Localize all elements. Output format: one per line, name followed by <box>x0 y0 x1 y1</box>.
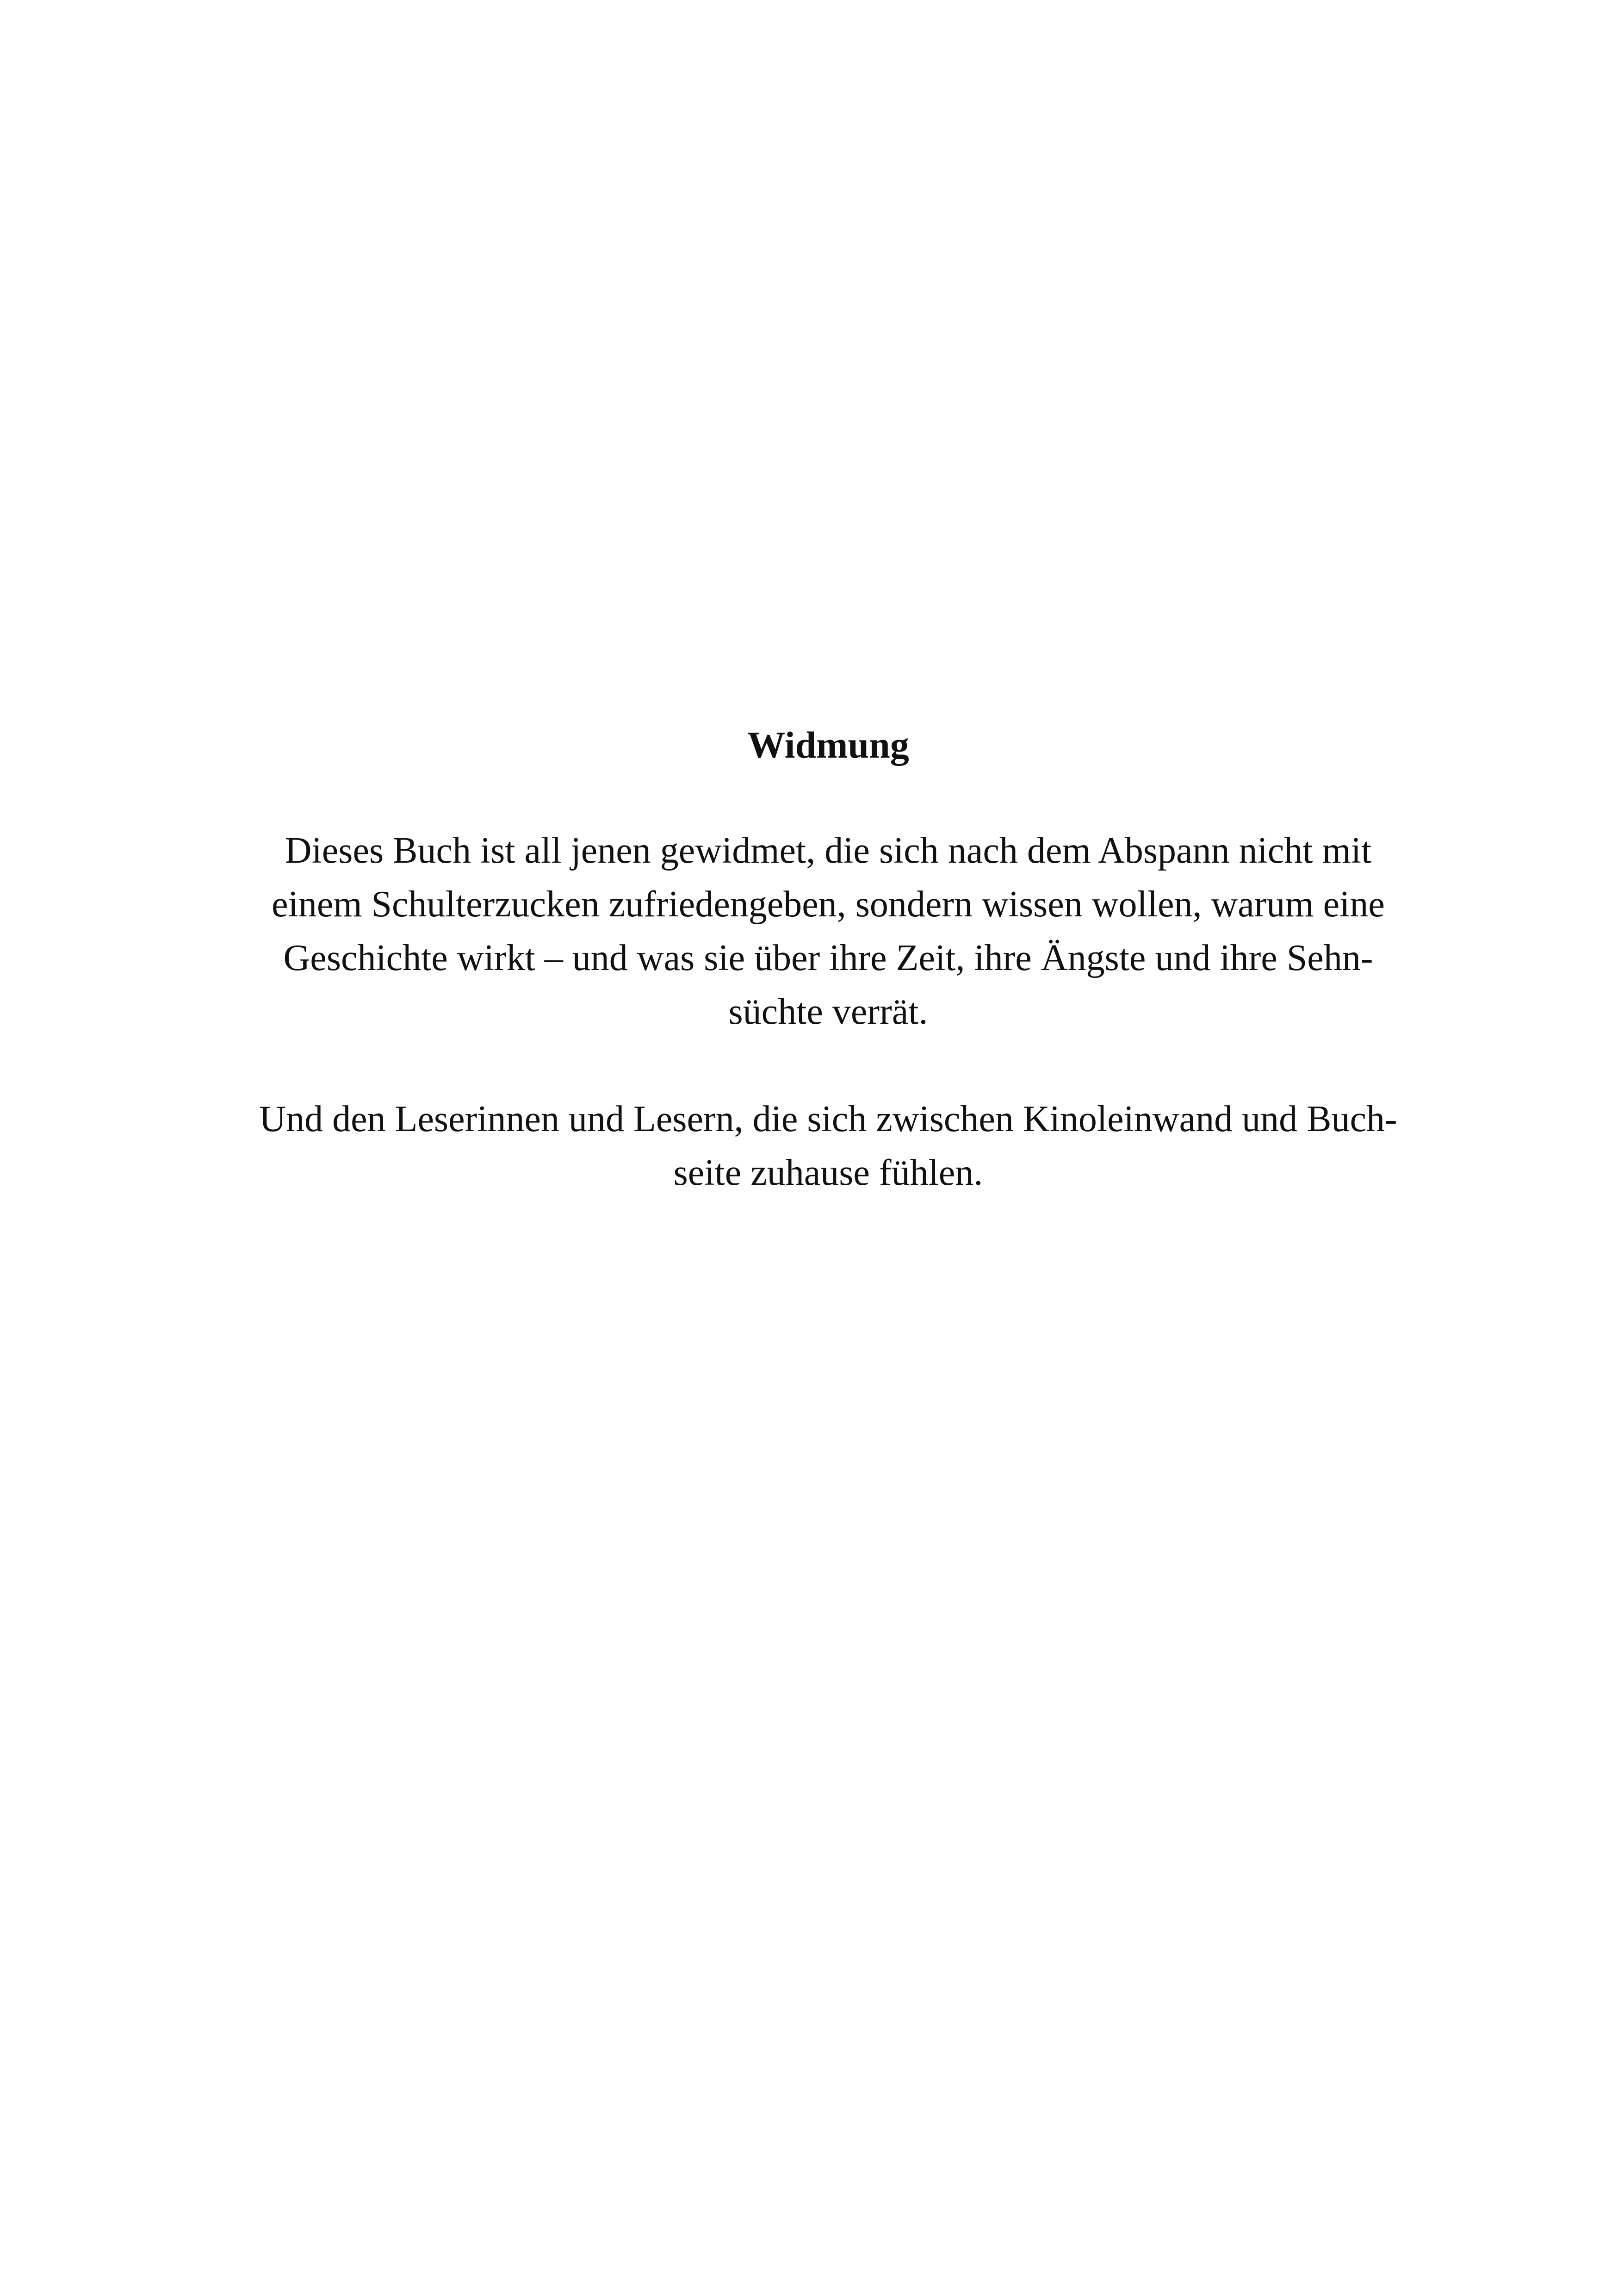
dedication-title: Widmung <box>747 724 909 766</box>
dedication-paragraph-2 <box>231 1092 1425 1200</box>
dedication-section <box>231 717 1425 1200</box>
text-line: Dieses Buch ist all jenen gewidmet, die sich nach dem Abspann nicht mit <box>285 830 1372 871</box>
text-line: einem Schulterzucken zufriedengeben, sondern wissen wollen, warum eine <box>272 884 1385 925</box>
dedication-paragraph-1 <box>231 824 1425 1039</box>
text-line: Geschichte wirkt – und was sie über ihre Zeit, ihre Ängste und ihre Sehn- <box>283 938 1373 978</box>
text-line: Und den Leserinnen und Lesern, die sich zwischen Kinoleinwand und Buch- <box>259 1099 1397 1139</box>
text-line: süchte verrät. <box>728 991 928 1032</box>
text-line: seite zuhause fühlen. <box>673 1152 983 1193</box>
